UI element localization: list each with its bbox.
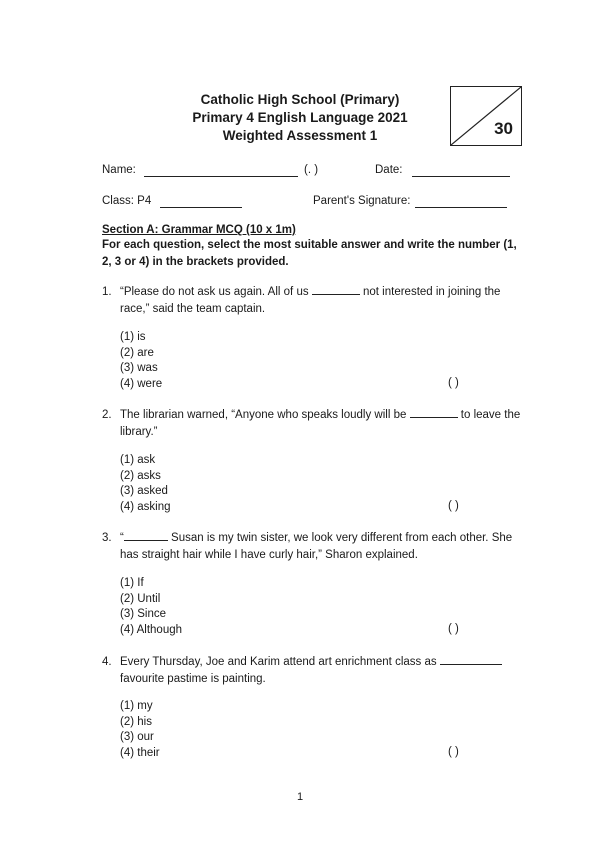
class-label: Class: P4 <box>102 195 152 207</box>
question-2-answer-bracket[interactable]: ( ) <box>448 500 459 512</box>
option: (4) Although <box>120 623 183 636</box>
score-box <box>450 86 522 146</box>
assessment-title: Weighted Assessment 1 <box>222 128 378 143</box>
option: (2) Until <box>120 592 161 605</box>
question-2-options <box>120 453 171 515</box>
question-1-text-before: “Please do not ask us again. All of us <box>120 286 309 298</box>
question-3-blank <box>124 530 168 541</box>
parent-signature-label: Parent's Signature: <box>313 195 411 207</box>
option: (4) asking <box>120 500 171 513</box>
question-1-text <box>120 284 532 318</box>
option: (2) are <box>120 346 154 359</box>
question-4-blank <box>440 654 502 665</box>
date-field[interactable] <box>412 166 510 177</box>
question-2-blank <box>410 407 458 418</box>
question-4-answer-bracket[interactable]: ( ) <box>448 746 459 758</box>
name-label: Name: <box>102 164 136 176</box>
option: (1) ask <box>120 454 156 466</box>
question-3-answer-bracket[interactable]: ( ) <box>448 623 459 635</box>
option: (2) his <box>120 715 152 728</box>
option: (3) our <box>120 731 154 743</box>
question-4-text-before: Every Thursday, Joe and Karim attend art enrichment class as <box>120 656 437 668</box>
question-4-text-after: favourite pastime is painting. <box>120 673 266 685</box>
school-name: Catholic High School (Primary) <box>200 92 400 107</box>
question-3-text-before: “ <box>120 532 124 544</box>
question-number: 4. <box>102 656 112 668</box>
question-4-options <box>120 699 160 761</box>
question-1-answer-bracket[interactable]: ( ) <box>448 377 459 389</box>
question-4-text <box>120 654 532 688</box>
class-field[interactable] <box>160 197 242 208</box>
option: (1) If <box>120 577 144 589</box>
option: (3) asked <box>120 485 168 497</box>
option: (4) were <box>120 377 163 390</box>
question-3-text <box>120 530 532 564</box>
question-number: 3. <box>102 532 112 544</box>
register-number-bracket[interactable]: (. ) <box>304 164 319 176</box>
date-label: Date: <box>375 164 403 176</box>
question-1-text-after: not interested in joining the race,” said the team captain. <box>120 286 501 315</box>
question-3-options <box>120 576 182 638</box>
question-number: 1. <box>102 286 112 298</box>
score-total: 30 <box>494 119 513 138</box>
name-field[interactable] <box>144 166 298 177</box>
option: (3) Since <box>120 608 167 620</box>
question-2-text-before: The librarian warned, “Anyone who speaks loudly will be <box>120 409 407 421</box>
course-title: Primary 4 English Language 2021 <box>192 110 408 125</box>
option: (1) is <box>120 331 146 343</box>
parent-signature-field[interactable] <box>415 197 507 208</box>
section-a-title: Section A: Grammar MCQ (10 x 1m) <box>102 224 296 236</box>
page-number: 1 <box>296 791 304 803</box>
option: (3) was <box>120 362 158 374</box>
question-3-text-after: Susan is my twin sister, we look very different from each other. She has straight hair while I have curly hair,” Sharon explained. <box>120 532 513 561</box>
question-number: 2. <box>102 409 112 421</box>
question-1-options <box>120 330 162 392</box>
option: (2) asks <box>120 469 161 482</box>
section-a-instruction: For each question, select the most suitable answer and write the number (1, 2, 3 or 4) in the brackets provided. <box>102 239 517 268</box>
option: (4) their <box>120 746 160 759</box>
question-2-text <box>120 407 532 441</box>
question-1-blank <box>312 284 360 295</box>
option: (1) my <box>120 700 153 712</box>
question-2-text-after: to leave the library.” <box>120 409 521 438</box>
